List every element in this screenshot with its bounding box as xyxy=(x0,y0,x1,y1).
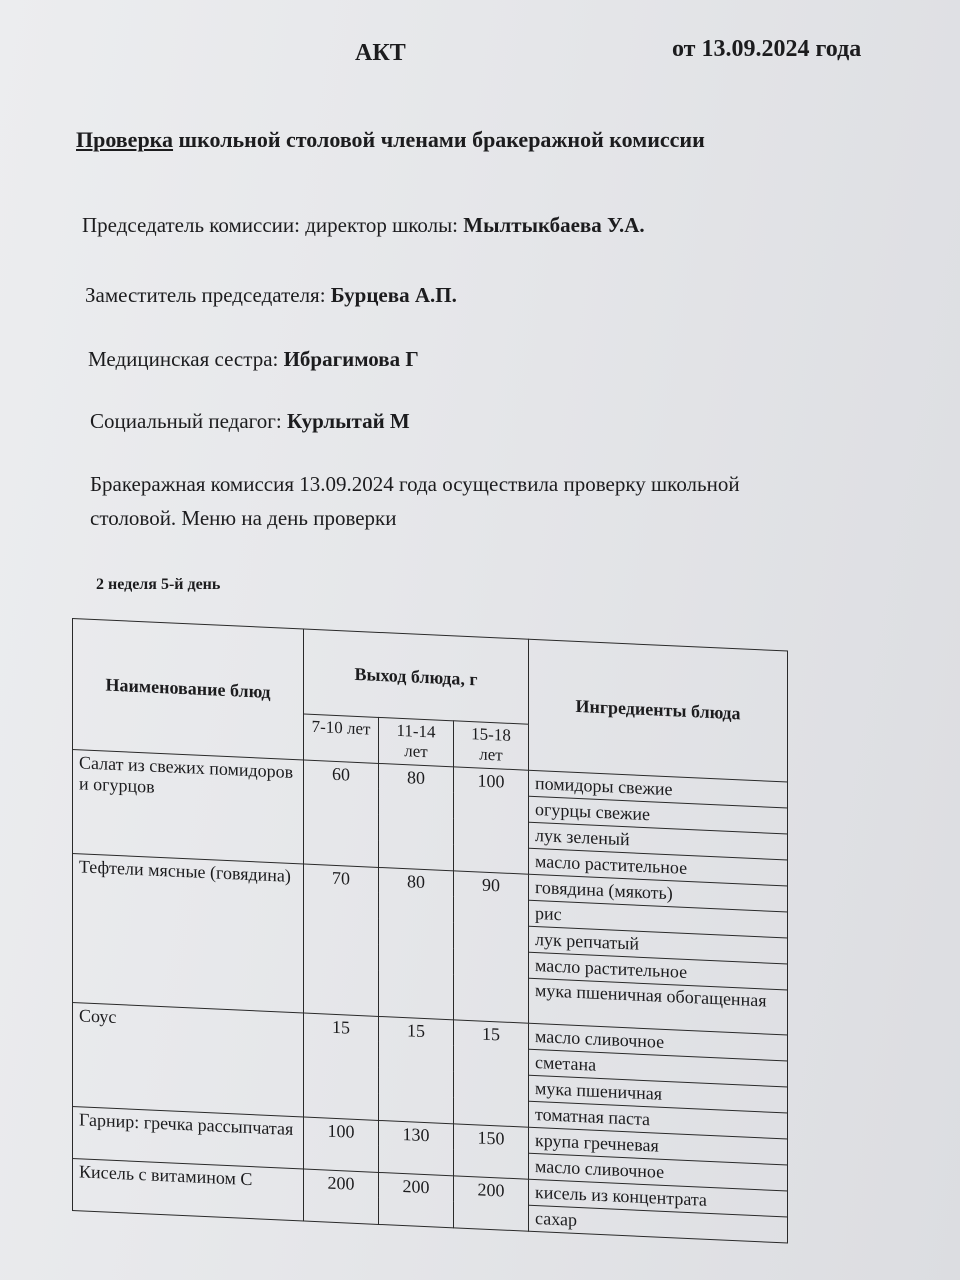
age-group-3: 15-18 лет xyxy=(454,721,529,770)
dish-output-7-10: 70 xyxy=(304,864,379,1016)
dish-output-7-10: 60 xyxy=(304,760,379,867)
header-dish-name: Наименование блюд xyxy=(73,619,304,760)
ingredient: масло сливочное xyxy=(529,1023,788,1061)
member-social-pedagogue: Социальный педагог: Курлытай М xyxy=(90,409,410,433)
dish-output-11-14: 15 xyxy=(379,1016,454,1123)
menu-table xyxy=(72,618,788,1243)
ingredient: помидоры свежие xyxy=(529,770,788,808)
ingredient: лук репчатый xyxy=(529,926,788,964)
dish-name: Кисель с витамином С xyxy=(73,1158,304,1220)
dish-output-15-18: 15 xyxy=(454,1020,529,1127)
dish-name: Соус xyxy=(73,1002,304,1116)
dish-name: Салат из свежих помидоров и огурцов xyxy=(73,749,304,863)
document-title xyxy=(76,127,705,153)
ingredient: крупа гречневая xyxy=(529,1127,788,1165)
ingredient: лук зеленый xyxy=(529,822,788,860)
dish-output-11-14: 130 xyxy=(379,1120,454,1175)
member-deputy: Заместитель председателя: Бурцева А.П. xyxy=(85,283,457,307)
dish-output-15-18: 150 xyxy=(454,1124,529,1179)
ingredient: томатная паста xyxy=(529,1101,788,1139)
title-rest: школьной столовой членами бракеражной комиссии xyxy=(173,127,705,152)
header-ingredients: Ингредиенты блюда xyxy=(529,639,788,782)
ingredient: масло растительное xyxy=(529,952,788,990)
age-group-1: 7-10 лет xyxy=(304,714,379,763)
ingredient: огурцы свежие xyxy=(529,796,788,834)
header-output: Выход блюда, г xyxy=(304,629,529,724)
dish-output-15-18: 90 xyxy=(454,871,529,1023)
act-date: от 13.09.2024 года xyxy=(672,36,862,62)
dish-name: Гарнир: гречка рассыпчатая xyxy=(73,1106,304,1168)
member-nurse: Медицинская сестра: Ибрагимова Г xyxy=(88,347,419,371)
ingredient: мука пшеничная обогащенная xyxy=(529,978,788,1035)
dish-output-7-10: 200 xyxy=(304,1169,379,1224)
ingredient: кисель из концентрата xyxy=(529,1179,788,1217)
dish-output-15-18: 100 xyxy=(454,767,529,874)
member-chair: Председатель комиссии: директор школы: Мылтыкбаева У.А. xyxy=(82,213,645,237)
dish-name: Тефтели мясные (говядина) xyxy=(73,853,304,1012)
ingredient: говядина (мякоть) xyxy=(529,874,788,912)
ingredient: рис xyxy=(529,900,788,938)
ingredient: мука пшеничная xyxy=(529,1075,788,1113)
title-underlined-word: Проверка xyxy=(76,127,174,152)
age-group-2: 11-14 лет xyxy=(379,717,454,766)
act-heading: АКТ xyxy=(355,40,406,66)
inspection-paragraph: Бракеражная комиссия 13.09.2024 года осуществила проверку школьной столовой. Меню на день проверки xyxy=(90,472,740,530)
dish-output-15-18: 200 xyxy=(454,1176,529,1231)
dish-output-7-10: 15 xyxy=(304,1013,379,1120)
ingredient: масло растительное xyxy=(529,848,788,886)
dish-output-11-14: 80 xyxy=(379,763,454,870)
week-label: 2 неделя 5-й день xyxy=(96,576,221,593)
dish-output-7-10: 100 xyxy=(304,1117,379,1172)
ingredient: масло сливочное xyxy=(529,1153,788,1191)
dish-output-11-14: 200 xyxy=(379,1172,454,1227)
ingredient: сахар xyxy=(529,1205,788,1243)
ingredient: сметана xyxy=(529,1049,788,1087)
dish-output-11-14: 80 xyxy=(379,867,454,1019)
